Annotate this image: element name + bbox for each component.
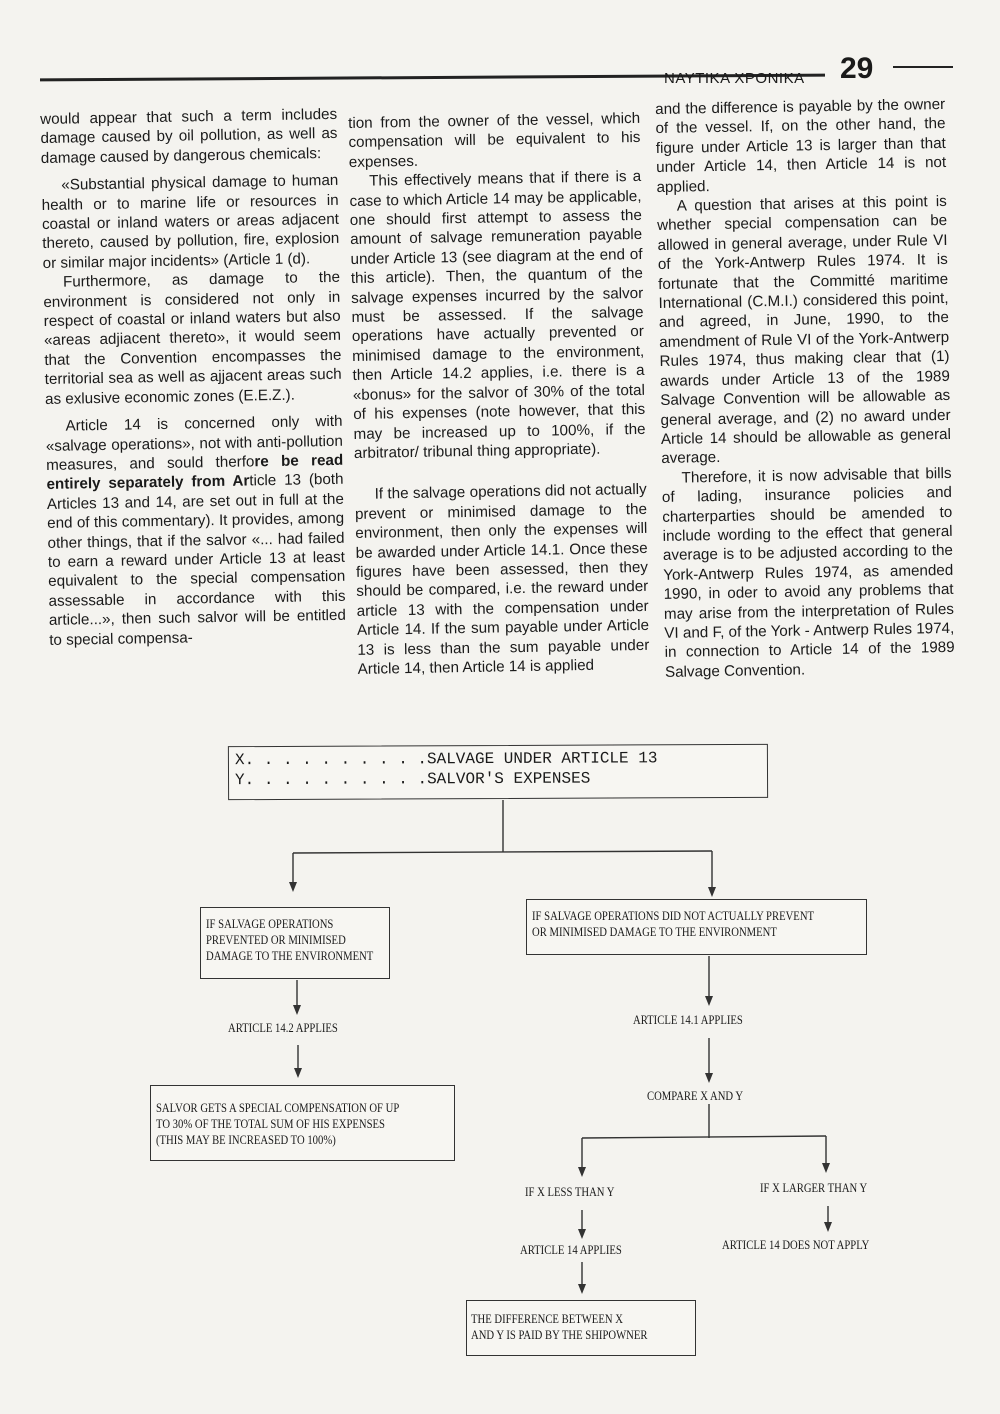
if-larger-label: IF X LARGER THAN Y — [760, 1180, 868, 1195]
article-14-2-label: ARTICLE 14.2 APPLIES — [228, 1020, 338, 1035]
arrow-head — [578, 1167, 586, 1177]
article-14-not-apply-label: ARTICLE 14 DOES NOT APPLY — [722, 1237, 870, 1252]
legend-x-row: X. . . . . . . . . .SALVAGE UNDER ARTICLE 13 — [234, 749, 658, 770]
paragraph: and the difference is payable by the owner of the vessel. If, on the other hand, the figure under Article 13 is larger than that under Article 14, then Article 14 is not applied. — [655, 95, 947, 196]
article-14-applies-label: ARTICLE 14 APPLIES — [520, 1242, 622, 1257]
compare-label: COMPARE X AND Y — [647, 1088, 744, 1103]
paragraph: If the salvage operations did not actually prevent or minimised damage to the environment, then only the expenses will be awarded under Article 14.1. Once these figures have been assessed, then they should be compared, i.e. the reward under article 13 with the compensation under Article 14. If the sum payable under Article 13 is less than the sum payable under Article 14, then Article 14 is applied — [354, 481, 650, 678]
paragraph: Therefore, it is now advisable that bills of lading, insurance policies and charterparties should be amended to include wording to the effect that general average is to be adjusted according to the York-Antwerp Rules 1974, as amended 1990, in oder to avoid any problems that may arise from the interpretation of Rules VI and F, of the York - Antwerp Rules 1974, in connection to Article 14 of the 1989 Salvage Convention. — [661, 464, 955, 681]
special-compensation-box — [150, 1085, 455, 1161]
bold-run: re be read entirely separately from Ar — [46, 451, 344, 494]
connector — [293, 851, 712, 853]
box-text: IF SALVAGE OPERATIONS PREVENTED OR MINIMISED DAMAGE TO THE ENVIRONMENT — [206, 916, 374, 963]
text-run: Article 14 is concerned only with «salvage operations», not with anti-pollution measures, and sould therfo — [45, 412, 343, 474]
box-text: IF SALVAGE OPERATIONS DID NOT ACTUALLY PREVENT OR MINIMISED DAMAGE TO THE ENVIRONMENT — [532, 908, 815, 939]
arrow-head — [822, 1163, 830, 1173]
arrow-head — [705, 996, 713, 1006]
paragraph: Furthermore, as damage to the environment is considered not only in respect of coastal or inland waters but also «areas adjiacent thereto», it would seem that the Convention encompasses the territorial sea as well as ajjacent areas such as exlusive economic zones (E.E.Z.). — [43, 269, 342, 408]
page-number: 29 — [840, 52, 874, 85]
arrow-head — [578, 1229, 586, 1239]
legend-box — [228, 744, 768, 800]
if-less-label: IF X LESS THAN Y — [525, 1184, 615, 1199]
arrow-head — [289, 882, 297, 892]
connector — [582, 1136, 826, 1138]
arrow-head — [705, 1073, 713, 1083]
not-prevented-damage-box — [526, 899, 867, 955]
paragraph: A question that arises at this point is whether special compensation can be allowed in general average, under Rule VI of the York-Antwerp Rules 1974. It is fortunate that the Committé maritime International (C.M.I.) considered this point, and agreed, in June, 1990, to the amendment of Rule VI of the York-Antwerp Rules 1974, thus making clear that (1) awards under Article 13 of the 1989 Salvage Convention will be allowable as general average, and (2) no award under Article 14 should be allowable as general average. — [657, 192, 952, 468]
difference-box — [466, 1300, 696, 1356]
paragraph: would appear that such a term includes damage caused by oil pollution, as well as damage caused by dangerous chemicals: — [40, 105, 338, 167]
text-run: ticle 13 (both Articles 13 and 14, are set out in full at the end of this commentary). It provides, among other things, that if the salvor «... had failed to earn a reward under Article 13 at least equivalent to the special compensation assessable in accordance with this article...», then such salvor will be entitled to special compensa- — [46, 471, 347, 649]
running-title: ΝΑΥΤΙΚΑ ΧΡΟΝΙΚΑ — [664, 70, 805, 87]
box-text: THE DIFFERENCE BETWEEN X AND Y IS PAID BY THE SHIPOWNER — [471, 1311, 648, 1342]
arrow-head — [708, 887, 716, 897]
prevented-damage-box — [200, 907, 390, 979]
arrow-head — [824, 1222, 832, 1232]
paragraph: tion from the owner of the vessel, which compensation will be equivalent to his expenses. — [348, 109, 641, 171]
paragraph: This effectively means that if there is a case to which Article 14 may be applicable, one should first attempt to assess the amount of salvage remuneration payable under Article 13 (see diagram at the end of this article). Then, the quantum of the salvage expenses incurred by the salvor must be assessed. If the salvage operations have actually prevented or minimised damage to the environment, then Article 14.2 applies, i.e. there is a «bonus» for the salvor of 30% of the total of his expenses (note however, that this may be increased up to 100%, if the arbitrator/ tribunal thing appropriate). — [349, 168, 646, 462]
arrow-head — [293, 1005, 301, 1015]
box-text: SALVOR GETS A SPECIAL COMPENSATION OF UP TO 30% OF THE TOTAL SUM OF HIS EXPENSES (THIS MAY BE INCREASED TO 100%) — [156, 1100, 400, 1147]
quote-paragraph: «Substantial physical damage to human health or to marine life or resources in coastal or inland waters or areas adjacent thereto, caused by pollution, fire, explosion or similar major incidents» (Article 1 (d). — [41, 172, 340, 272]
arrow-head — [578, 1284, 586, 1294]
arrow-head — [294, 1068, 302, 1078]
article-14-1-label: ARTICLE 14.1 APPLIES — [633, 1012, 743, 1027]
legend-y-row: Y. . . . . . . . . .SALVOR'S EXPENSES — [234, 769, 591, 790]
